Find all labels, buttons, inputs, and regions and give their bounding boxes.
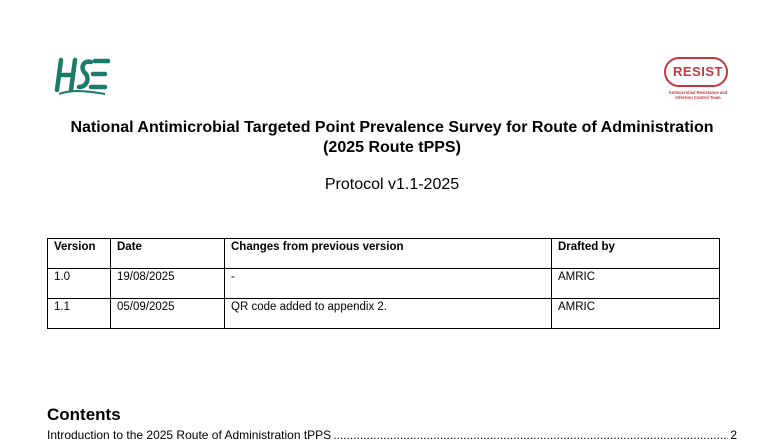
cell-version: 1.1 (48, 299, 111, 329)
cell-changes: - (225, 269, 552, 299)
cell-changes: QR code added to appendix 2. (225, 299, 552, 329)
version-history-table (47, 238, 720, 329)
column-header-version: Version (48, 239, 111, 269)
toc-entry-page[interactable]: 2 (730, 428, 737, 442)
cell-date: 19/08/2025 (111, 269, 225, 299)
toc-entry-text[interactable]: Introduction to the 2025 Route of Administration tPPS (47, 428, 332, 442)
column-header-changes: Changes from previous version (225, 239, 552, 269)
document-subtitle: Protocol v1.1-2025 (324, 176, 460, 193)
resist-logo-text: RESIST (673, 64, 723, 79)
table-row (48, 269, 720, 299)
hse-logo-icon (53, 54, 111, 98)
toc-leader-dots (333, 428, 728, 442)
cell-drafted-by: AMRIC (552, 269, 720, 299)
resist-logo-subtext: Antimicrobial Resistance and Infection Control Team (668, 90, 728, 100)
column-header-drafted-by: Drafted by (552, 239, 720, 269)
contents-heading: Contents (47, 405, 121, 424)
table-row (48, 299, 720, 329)
cell-drafted-by: AMRIC (552, 299, 720, 329)
cell-date: 05/09/2025 (111, 299, 225, 329)
cell-version: 1.0 (48, 269, 111, 299)
column-header-date: Date (111, 239, 225, 269)
resist-logo (662, 57, 734, 105)
toc-entry[interactable] (47, 428, 737, 444)
document-title: National Antimicrobial Targeted Point Prevalence Survey for Route of Administration (2025 Route tPPS) (70, 119, 714, 156)
resist-badge-icon (664, 57, 728, 87)
table-header-row (48, 239, 720, 269)
